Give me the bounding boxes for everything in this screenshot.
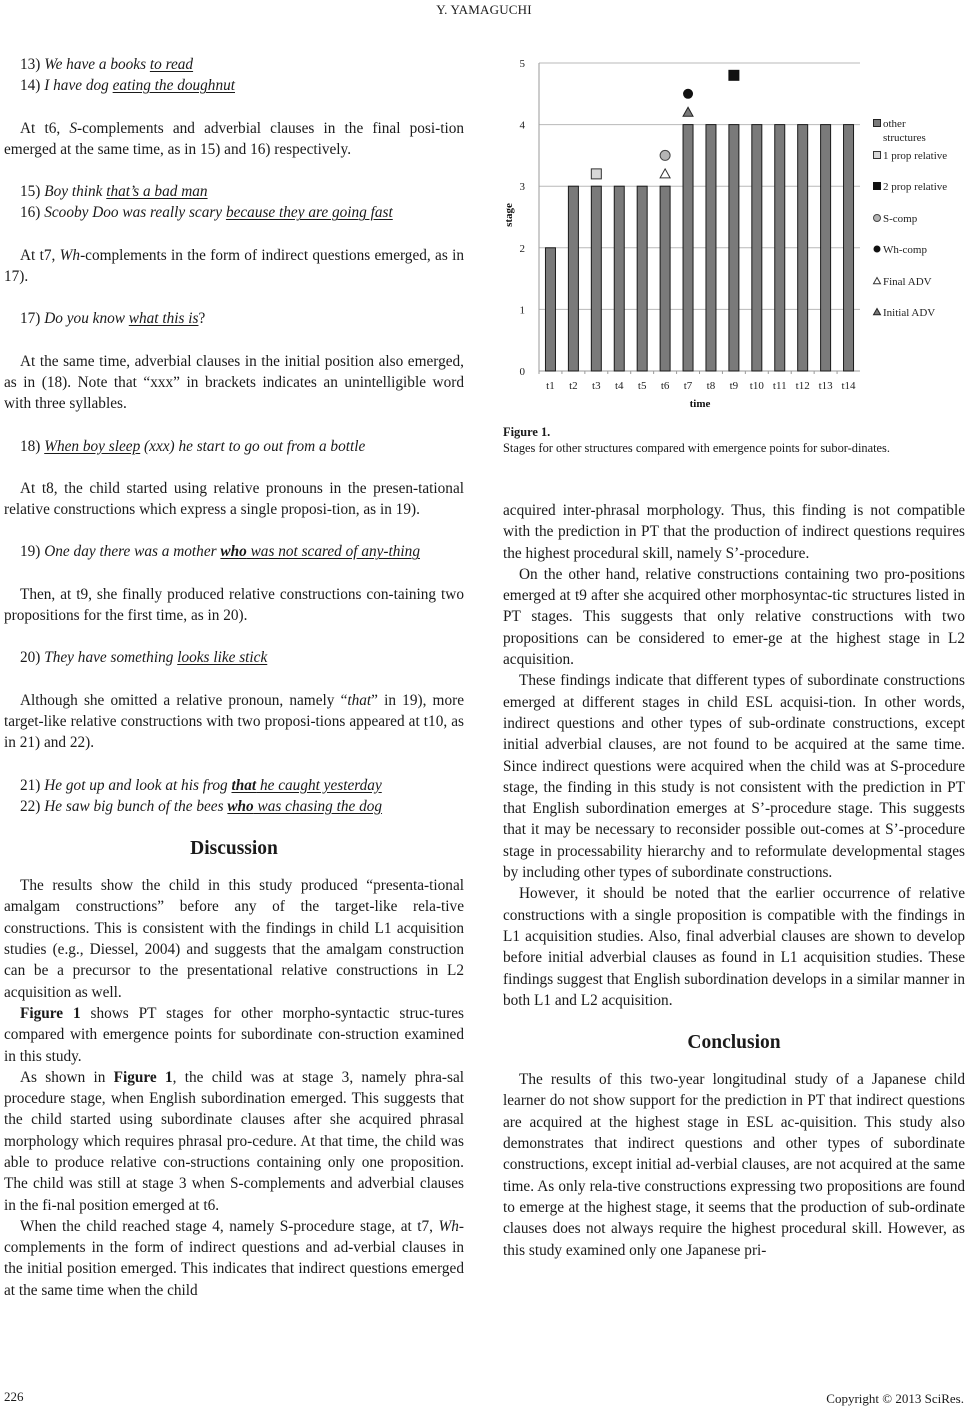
text: When the child reached stage 4, namely S-procedure stage, at t7, <box>20 1217 439 1235</box>
example-number: 14) <box>20 77 41 95</box>
triangle-marker-icon <box>660 169 670 178</box>
example-text: he start to go out from a bottle <box>178 437 366 455</box>
example-number: 17) <box>20 310 41 328</box>
bar <box>706 125 716 371</box>
circle-marker-icon <box>660 150 670 160</box>
example-text: He saw big bunch of the bees <box>44 797 228 815</box>
legend-label: Initial ADV <box>883 307 936 319</box>
legend-label: Wh-comp <box>883 244 927 256</box>
example-16 <box>4 202 464 223</box>
triangle-marker-icon <box>874 309 881 315</box>
bar <box>729 125 739 371</box>
example-number: 18) <box>20 437 41 455</box>
figure-caption-text: Stages for other structures compared with emergence points for subor-dinates. <box>503 441 890 455</box>
example-text: He got up and look at his frog <box>44 776 232 794</box>
example-13 <box>4 54 464 75</box>
example-underlined: what this is <box>128 310 199 328</box>
x-tick-label: t3 <box>592 380 601 392</box>
example-underlined: When boy sleep <box>44 437 141 455</box>
text: -complements in the form of indirect questions and ad-verbial clauses in the initial position emerged. This indicates that indirect questions emerged at the same time when the child <box>4 1217 464 1299</box>
paragraph-t8: At t8, the child started using relative pronouns in the presen-tational relative constructions which express a single proposi-tion, as in 19). <box>4 479 464 519</box>
example-number: 15) <box>20 183 41 201</box>
bar <box>568 186 578 371</box>
bar-chart <box>500 50 968 415</box>
paragraph-although <box>4 690 464 754</box>
circle-marker-icon <box>874 215 881 222</box>
bar <box>637 186 647 371</box>
paragraph-discussion-4 <box>4 1216 464 1301</box>
y-tick-label: 5 <box>519 58 525 70</box>
page-number: 226 <box>4 1389 24 1404</box>
figure-caption <box>503 424 965 456</box>
circle-marker-icon <box>874 246 881 253</box>
example-tail: ? <box>198 310 206 328</box>
example-text: Boy think <box>44 183 107 201</box>
legend-label: structures <box>883 132 926 144</box>
text: ” in 19), more target-like relative constructions with two proposi-tions appeared at t10, as in 21) and 22). <box>4 691 464 752</box>
legend-label: Final ADV <box>883 276 932 288</box>
example-underlined: that’s a bad man <box>106 183 208 201</box>
example-19 <box>4 541 464 562</box>
x-tick-label: t7 <box>683 380 693 392</box>
example-15 <box>4 181 464 202</box>
paragraph-t7 <box>4 245 464 288</box>
example-number: 22) <box>20 797 41 815</box>
square-marker-icon <box>874 152 881 159</box>
y-axis-label: stage <box>503 203 515 227</box>
text: Although she omitted a relative pronoun, namely “ <box>20 691 348 709</box>
paragraph-same-time: At the same time, adverbial clauses in the initial position also emerged, as in (18). Note that “xxx” in brackets indicates an unintelligible word with three syllables. <box>4 352 464 413</box>
square-marker-icon <box>874 183 881 190</box>
bar <box>545 248 555 371</box>
x-tick-label: t11 <box>772 380 787 392</box>
y-tick-label: 2 <box>519 242 525 255</box>
bar <box>683 125 693 371</box>
bar <box>821 125 831 371</box>
x-tick-label: t10 <box>749 380 764 392</box>
section-title-conclusion: Conclusion <box>687 1032 781 1054</box>
square-marker-icon <box>729 70 739 80</box>
text: At t6, <box>20 119 70 137</box>
figure-reference: Figure 1 <box>20 1004 81 1022</box>
example-underlined: to read <box>149 56 194 73</box>
example-number: 21) <box>20 776 41 794</box>
legend-label: S-comp <box>883 213 918 225</box>
paragraph-right-1: acquired inter-phrasal morphology. Thus, this finding is not compatible with the prediction in PT that the production of indirect questions requires the highest procedural skill, namely S’-procedure. <box>503 502 965 562</box>
y-tick-label: 3 <box>519 181 525 194</box>
x-axis-label: time <box>689 398 711 410</box>
legend-label: 1 prop relative <box>883 150 948 162</box>
right-column <box>503 500 965 1261</box>
example-underlined: eating the doughnut <box>112 77 235 95</box>
bar-legend-icon <box>874 120 881 127</box>
example-underlined: was chasing the dog <box>253 797 383 815</box>
figure-caption-label: Figure 1. <box>503 425 551 439</box>
example-underlined: looks like stick <box>177 649 268 667</box>
example-21 <box>4 775 464 796</box>
example-number: 20) <box>20 649 41 667</box>
paragraph-t9: Then, at t9, she finally produced relative constructions con-taining two propositions for the first time, as in 20). <box>4 585 464 625</box>
bar <box>775 125 785 371</box>
bar <box>591 186 601 371</box>
text: As shown in <box>20 1068 114 1086</box>
x-tick-label: t2 <box>569 380 578 392</box>
example-14 <box>4 75 464 96</box>
paragraph-t6 <box>4 118 464 161</box>
example-bold-underlined: that <box>231 776 257 794</box>
example-underlined: he caught yesterday <box>256 776 382 794</box>
x-tick-label: t8 <box>706 380 716 392</box>
square-marker-icon <box>591 169 601 179</box>
example-underlined: was not scared of any-thing <box>246 543 420 561</box>
example-bold-underlined: who <box>227 797 254 815</box>
paragraph-discussion-2 <box>4 1003 464 1067</box>
legend-label: other <box>883 118 906 130</box>
figure-1-chart <box>500 50 968 415</box>
x-tick-label: t13 <box>818 380 833 392</box>
example-text: One day there was a mother <box>44 543 221 561</box>
section-title-discussion: Discussion <box>190 838 278 860</box>
example-bold-underlined: who <box>220 543 247 561</box>
text-italic: Wh <box>59 246 81 264</box>
text: At t7, <box>20 246 60 264</box>
example-text: They have something <box>44 649 178 667</box>
x-tick-label: t1 <box>546 380 555 392</box>
x-tick-label: t4 <box>614 380 624 392</box>
legend-label: 2 prop relative <box>883 181 948 193</box>
bar <box>798 125 808 371</box>
bar <box>660 186 670 371</box>
x-tick-label: t14 <box>841 380 856 392</box>
circle-marker-icon <box>683 89 693 99</box>
paragraph-conclusion: The results of this two-year longitudinal study of a Japanese child learner do not show support for the prediction in PT that indirect questions are acquired at the highest stage in ESL ac-quisition. This study also demonstrates that indirect questions and other types of subordinate constructions, except initial ad-verbial clauses, are not acquired at the same time. As only rela-tive constructions expressing two propositions are found to emerge at the highest stage, it seems that the production of sub-ordinate clauses does not always require the highest procedural skill. However, as this study examined only one Japanese pri- <box>503 1071 965 1259</box>
bar <box>614 186 624 371</box>
example-underlined: because they are going fast <box>225 204 393 222</box>
x-tick-label: t5 <box>637 380 647 392</box>
example-number: 13) <box>20 56 41 73</box>
text: , the child was at stage 3, namely phra-sal procedure stage, when English subordination emerged. This suggests that the child started using subordinate clauses after she acquired phrasal morphology which requires phrasal pro-cedure. At that time, the child was able to produce relative con-structions containing only one proposition. The child was still at stage 3 when S-complements and adverbial clauses in the fi-nal position emerged at t6. <box>4 1068 464 1214</box>
y-tick-label: 1 <box>519 304 525 317</box>
example-18 <box>4 436 464 457</box>
left-column <box>4 54 464 1301</box>
text: shows PT stages for other morpho-syntactic struc-tures compared with emergence points for subordinate con-struction examined in this study. <box>4 1004 464 1065</box>
paragraph-right-2: On the other hand, relative constructions containing two pro-positions emerged at t9 after she acquired other morphosyntac-tic structures listed in PT stages. This suggests that only relative constructions with two propositions can be considered to emer-ge at the highest stage in L2 acquisition. <box>503 565 965 669</box>
example-number: 16) <box>20 204 41 222</box>
text: -complements in the form of indirect questions emerged, as in 17). <box>4 246 464 286</box>
example-mid: (xxx) <box>140 437 179 455</box>
x-tick-label: t12 <box>795 380 810 392</box>
bar <box>752 125 762 371</box>
example-number: 19) <box>20 543 41 561</box>
example-text: Do you know <box>44 310 129 328</box>
paragraph-discussion-1: The results show the child in this study produced “presenta-tional amalgam constructions” before any of the target-like rela-tive constructions. This is consistent with the findings in child L1 acquisition studies (e.g., Diessel, 2004) and suggests that the amalgam construction can be a precursor to the presentational relative constructions in L2 acquisition as well. <box>4 877 464 1001</box>
example-17 <box>4 308 464 329</box>
x-tick-label: t6 <box>660 380 670 392</box>
triangle-marker-icon <box>874 278 881 284</box>
copyright: Copyright © 2013 SciRes. <box>826 1391 964 1406</box>
example-text: Scooby Doo was really scary <box>44 204 226 222</box>
text-italic: that <box>347 691 372 709</box>
y-tick-label: 4 <box>519 119 525 132</box>
example-20 <box>4 647 464 668</box>
running-head: Y. YAMAGUCHI <box>436 2 532 17</box>
text: -complements and adverbial clauses in the final posi-tion emerged at the same time, as in 15) and 16) respectively. <box>4 119 465 158</box>
text-italic: Wh <box>438 1217 459 1235</box>
paragraph-right-4: However, it should be noted that the earlier occurrence of relative constructions with a single proposition is compatible with the findings in L1 acquisition studies. Also, final adverbial clauses are shown to develop before initial adverbial clauses as found in L1 acquisition studies. These findings suggest that English subordination develops in a similar manner in both L1 and L2 acquisition. <box>503 885 965 1009</box>
example-text: We have a books <box>44 56 150 73</box>
y-tick-label: 0 <box>519 366 525 378</box>
x-tick-label: t9 <box>729 380 739 392</box>
example-text: I have dog <box>44 77 113 95</box>
figure-reference: Figure 1 <box>113 1068 173 1086</box>
paragraph-right-3: These findings indicate that different types of subordinate constructions emerged at different stages in child ESL acquisi-tion. In other words, indirect questions and other types of sub-ordinate constructions, except initial adverbial clauses, are not found to be acquired at the same time. Since indirect questions were acquired when the child was at S-procedure stage, the finding in this study is not consistent with the prediction in PT that English subordination emerges at S’-procedure stage. This suggests that it may be necessary to reconsider possible out-comes at S’-procedure stage in processability hierarchy and to reformulate developmental stages by including other types of subordinate constructions. <box>503 672 965 882</box>
bar <box>844 125 854 371</box>
text-italic: S <box>69 119 78 137</box>
paragraph-discussion-3 <box>4 1067 464 1216</box>
example-22 <box>4 796 464 817</box>
triangle-marker-icon <box>683 107 693 116</box>
